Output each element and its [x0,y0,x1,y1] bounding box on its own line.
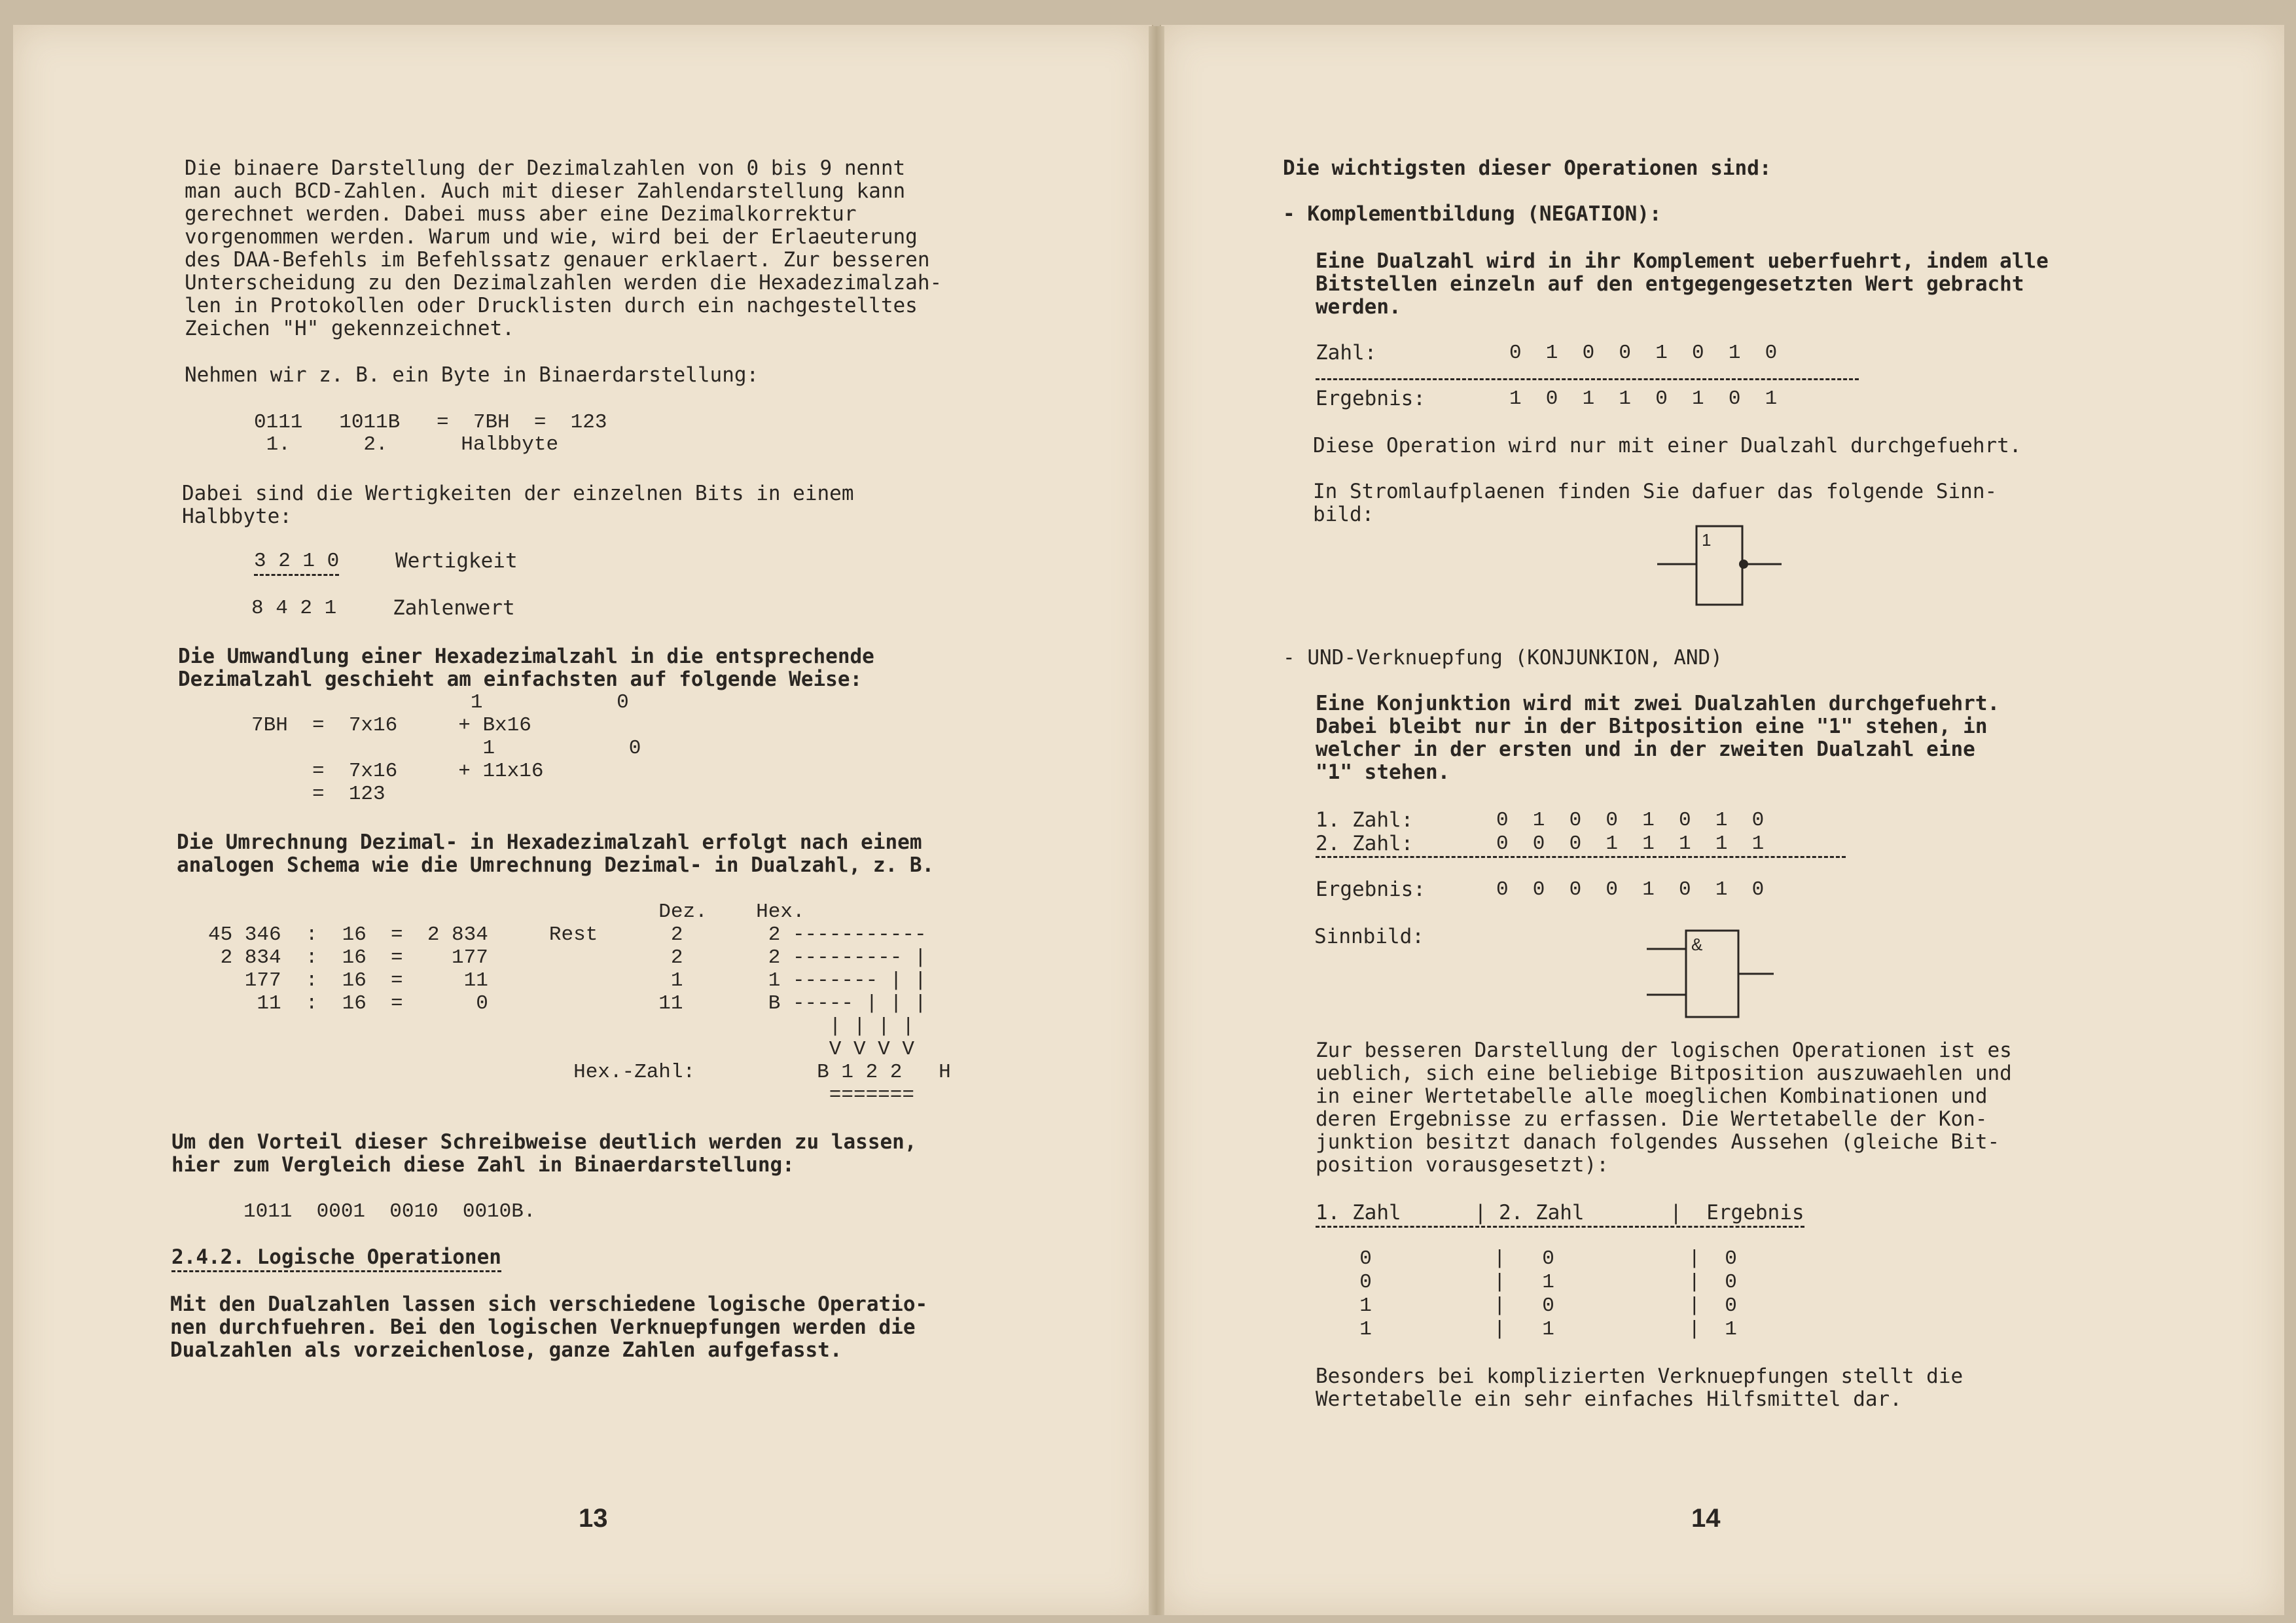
hex-to-dec-conversion: 1 0 7BH = 7x16 + Bx16 1 0 = 7x16 + 11x16 = 123 [251,691,641,806]
binary-comparison: 1011 0001 0010 0010B. [243,1200,536,1223]
dec-to-hex-intro: Die Umrechnung Dezimal- in Hexadezimalzahl erfolgt nach einem analogen Schema wie die Umrechnung Dezimal- in Dualzahl, z. B. [177,830,935,877]
operations-intro: Die wichtigsten dieser Operationen sind: [1283,156,1772,180]
section-paragraph: Mit den Dualzahlen lassen sich verschiedene logische Operatio- nen durchfuehren. Bei den logischen Verknuepfungen werden die Dualzahlen als vorzeichenlose, ganze Zahlen aufgefasst. [170,1293,928,1362]
conversion-intro: Die Umwandlung einer Hexadezimalzahl in die entsprechende Dezimalzahl geschieht am einfachsten auf folgende Weise: [178,645,874,691]
closing-paragraph: Besonders bei komplizierten Verknuepfungen stellt die Wertetabelle ein sehr einfaches Hilfsmittel dar. [1316,1364,1964,1411]
truth-table-row: 0 | 0 | 0 [1335,1247,1737,1270]
and-gate-label: & [1691,935,1703,954]
byte-example-line2: 1. 2. Halbbyte [254,433,559,456]
example-intro: Nehmen wir z. B. ein Byte in Binaerdarstellung: [185,363,759,387]
neg-divider [1316,378,1859,380]
neg-symbol-intro: In Stromlaufplaenen finden Sie dafuer das folgende Sinn- bild: [1313,480,1998,526]
truth-table-intro: Zur besseren Darstellung der logischen Operationen ist es ueblich, sich eine beliebige Bitposition auszuwaehlen und in einer Wertetabelle alle moeglichen Kombinationen und deren Ergebnisse zu erfassen. Die Wertetabelle der Kon- junktion besitzt danach folgendes Aussehen (gleiche Bit- position vorausgesetzt): [1316,1039,2012,1177]
neg-ergebnis-label: Ergebnis: [1316,387,1426,410]
neg-zahl-bits: 0 1 0 0 1 0 1 0 [1509,342,1778,365]
truth-table-row: 1 | 0 | 0 [1335,1294,1737,1317]
and-zahl1-label: 1. Zahl: [1316,808,1414,832]
weights-intro: Dabei sind die Wertigkeiten der einzelnen Bits in einem Halbbyte: [182,482,854,528]
and-ergebnis-label: Ergebnis: [1316,878,1426,901]
not-gate-label: 1 [1702,530,1712,550]
negation-heading: - Komplementbildung (NEGATION): [1283,202,1662,226]
negation-note: Diese Operation wird nur mit einer Dualzahl durchgefuehrt. [1313,434,2022,457]
and-zahl2-bits: 0 0 0 1 1 1 1 1 [1496,832,1765,855]
negation-text: Eine Dualzahl wird in ihr Komplement ueberfuehrt, indem alle Bitstellen einzeln auf den entgegengesetzten Wert gebracht werden. [1316,249,2049,319]
neg-zahl-label: Zahl: [1316,341,1377,365]
and-zahl1-bits: 0 1 0 0 1 0 1 0 [1496,809,1765,832]
division-table: Dez. Hex. 45 346 : 16 = 2 834 Rest 2 2 ----------- 2 834 : 16 = 177 2 2 --------- | 177 : 16 = 11 1 1 ------- | | 11 : 16 = 0 11 B ----- | | | | | | | V V V V Hex.-Zahl: B 1 2 2 H ======= [208,901,951,1107]
section-heading: 2.4.2. Logische Operationen [171,1246,501,1272]
and-ergebnis-bits: 0 0 0 0 1 0 1 0 [1496,878,1765,901]
page-number-right: 14 [1691,1504,1721,1533]
neg-ergebnis-bits: 1 0 1 1 0 1 0 1 [1509,387,1778,410]
not-gate-icon [1649,521,1787,613]
and-symbol-label: Sinnbild: [1314,925,1424,948]
truth-table-header: 1. Zahl | 2. Zahl | Ergebnis [1316,1202,1804,1228]
book-gutter [1149,26,1164,1615]
and-zahl2-label: 2. Zahl: [1316,832,1414,855]
weights-label: Wertigkeit [395,549,518,573]
compare-intro: Um den Vorteil dieser Schreibweise deutlich werden zu lassen, hier zum Vergleich diese Zahl in Binaerdarstellung: [171,1130,917,1177]
page-number-left: 13 [579,1504,608,1533]
values-label: Zahlenwert [393,596,515,620]
and-gate-icon [1643,925,1780,1024]
weights-row: 3 2 1 0 [254,550,339,576]
truth-table-row: 0 | 1 | 0 [1335,1271,1737,1294]
values-row: 8 4 2 1 [251,597,337,620]
and-text: Eine Konjunktion wird mit zwei Dualzahlen durchgefuehrt. Dabei bleibt nur in der Bitposition eine "1" stehen, in welcher in der ersten und in der zweiten Dualzahl eine "1" stehen. [1316,692,2000,784]
byte-example-line1: 0111 1011B = 7BH = 123 [254,411,607,434]
and-heading: - UND-Verknuepfung (KONJUNKION, AND) [1283,646,1723,669]
and-divider [1316,856,1846,858]
intro-paragraph: Die binaere Darstellung der Dezimalzahlen von 0 bis 9 nennt man auch BCD-Zahlen. Auch mit dieser Zahlendarstellung kann gerechnet werden. Dabei muss aber eine Dezimalkorrektur vorgenommen werden. Warum und wie, wird bei der Erlaeuterung des DAA-Befehls im Befehlssatz genauer erklaert. Zur besseren Unterscheidung zu den Dezimalzahlen werden die Hexadezimalzah- len in Protokollen oder Drucklisten durch ein nachgestelltes Zeichen "H" gekennzeichnet. [185,156,942,340]
truth-table-row: 1 | 1 | 1 [1335,1318,1737,1341]
